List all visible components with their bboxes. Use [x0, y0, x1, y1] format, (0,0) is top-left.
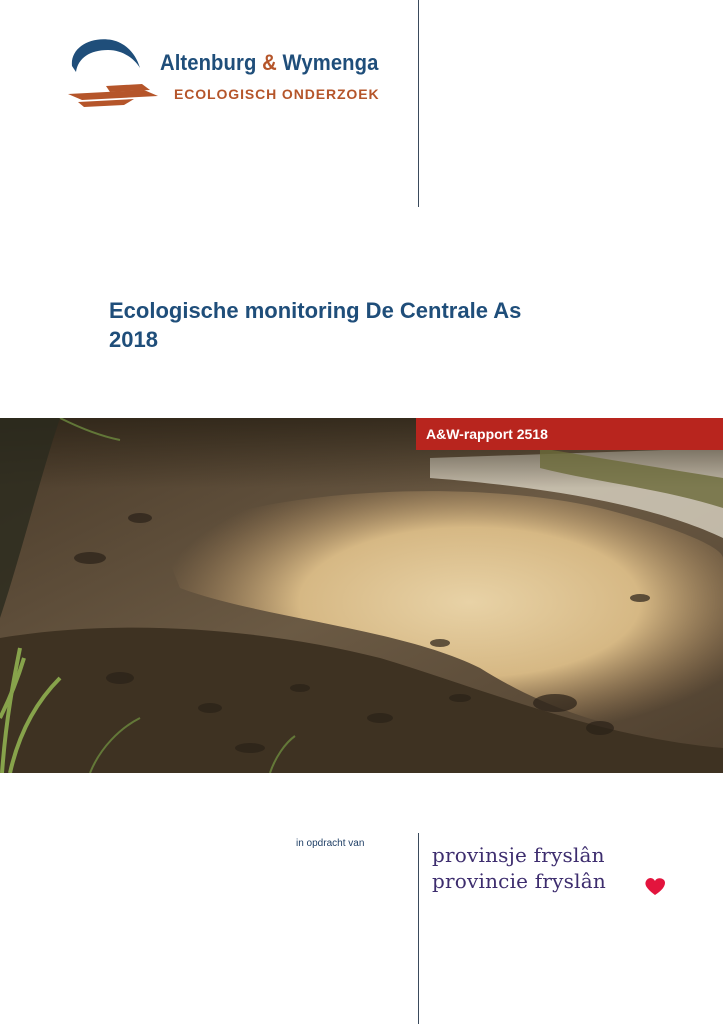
company-name [160, 50, 378, 76]
report-title-line2: 2018 [109, 327, 158, 352]
cover-photo-image [0, 418, 723, 773]
company-name-part1: Altenburg [160, 50, 257, 75]
commissioned-by-label: in opdracht van [296, 838, 365, 849]
cover-photo [0, 418, 723, 773]
report-title-line1: Ecologische monitoring De Centrale As [109, 298, 522, 323]
company-name-part2: Wymenga [282, 50, 379, 75]
report-title [109, 296, 629, 354]
client-name-frisian: provinsje fryslân [432, 843, 605, 867]
company-name-ampersand: & [262, 50, 277, 75]
company-subtitle: ECOLOGISCH ONDERZOEK [174, 86, 380, 102]
red-heart-icon [644, 876, 666, 896]
divider-line-bottom [418, 833, 419, 1024]
client-logo [432, 842, 682, 894]
company-logo [64, 36, 404, 116]
swoosh-logo-icon [64, 36, 160, 112]
report-number-badge: A&W-rapport 2518 [416, 418, 723, 450]
divider-line-top [418, 0, 419, 207]
client-name-dutch: provincie fryslân [432, 869, 606, 893]
